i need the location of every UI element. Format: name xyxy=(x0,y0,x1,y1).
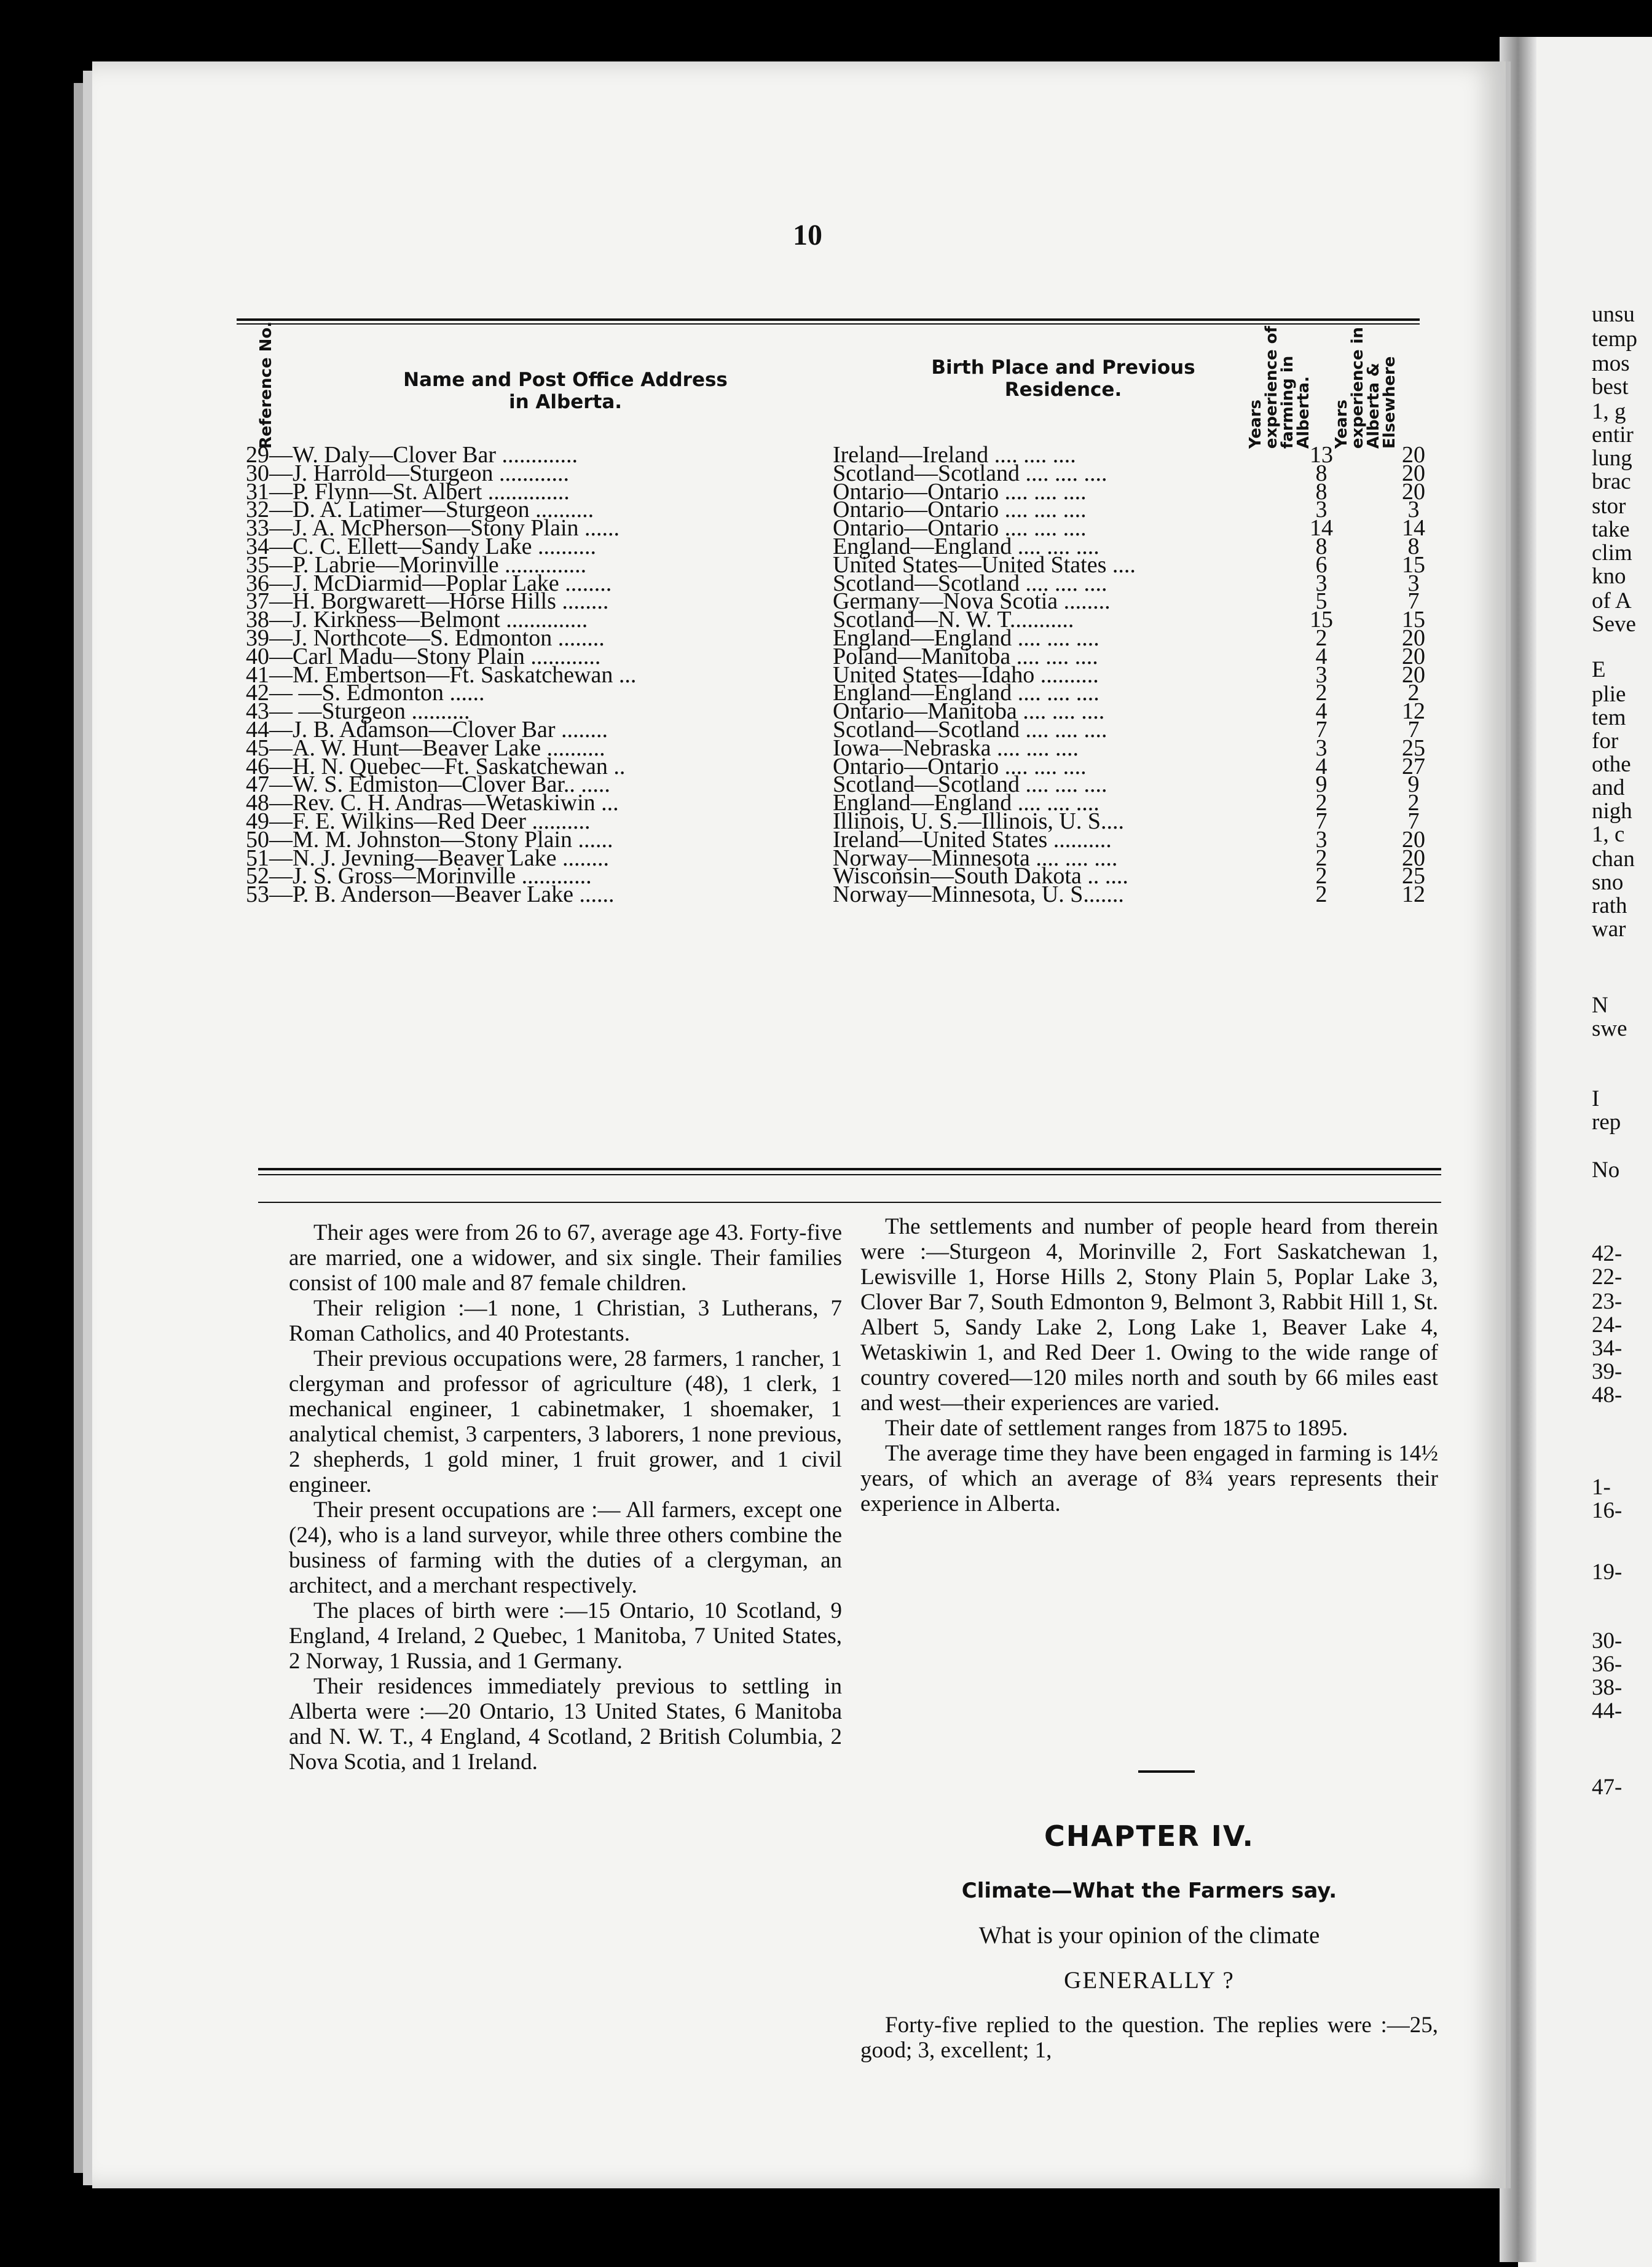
row-years-alberta: 2 xyxy=(1315,845,1328,871)
row-birth: England—England .... .... .... xyxy=(833,790,1099,816)
row-birth: Scotland—Scotland .... .... .... xyxy=(833,771,1107,798)
chapter-subtitle: Climate—What the Farmers say. xyxy=(961,1879,1337,1903)
row-birth: England—England .... .... .... xyxy=(833,680,1099,706)
next-page-fragment: 42- xyxy=(1592,1241,1622,1266)
section-divider xyxy=(1138,1770,1195,1773)
row-name: 53—P. B. Anderson—Beaver Lake ...... xyxy=(246,881,615,908)
row-years-elsewhere: 2 xyxy=(1407,680,1420,706)
row-name: 51—N. J. Jevning—Beaver Lake ........ xyxy=(246,845,609,871)
paragraph: Their previous occupations were, 28 farmers, 1 rancher, 1 clergyman and professor of agriculture (48), 1 clerk, 1 mechanical engineer, 1 cabinetmaker, 1 shoemaker, 1 analytical chemist, 3 carpenters, 3 laborers, 1 none previous, 2 shepherds, 1 gold miner, 1 fruit grower, and 1 civil engineer. xyxy=(289,1346,842,1497)
row-years-elsewhere: 25 xyxy=(1402,735,1425,761)
next-page-fragment: 36- xyxy=(1592,1652,1622,1677)
next-page-fragment: plie xyxy=(1592,682,1626,707)
row-years-alberta: 7 xyxy=(1315,716,1328,743)
row-years-alberta: 13 xyxy=(1310,442,1333,468)
row-years-elsewhere: 20 xyxy=(1402,478,1425,505)
row-birth: Iowa—Nebraska .... .... .... xyxy=(833,735,1079,761)
row-birth: Ontario—Ontario .... .... .... xyxy=(833,497,1087,523)
row-name: 38—J. Kirkness—Belmont .............. xyxy=(246,607,588,633)
row-birth: Norway—Minnesota .... .... .... xyxy=(833,845,1118,871)
row-birth: Wisconsin—South Dakota .. .... xyxy=(833,863,1128,889)
row-name: 31—P. Flynn—St. Albert .............. xyxy=(246,478,570,505)
row-name: 47—W. S. Edmiston—Clover Bar.. ..... xyxy=(246,771,610,798)
row-years-elsewhere: 20 xyxy=(1402,661,1425,688)
row-name: 41—M. Embertson—Ft. Saskatchewan ... xyxy=(246,661,637,688)
row-birth: Ontario—Ontario .... .... .... xyxy=(833,515,1087,542)
row-years-alberta: 3 xyxy=(1315,661,1328,688)
row-years-elsewhere: 3 xyxy=(1407,570,1420,596)
row-name: 43— —Sturgeon .......... xyxy=(246,698,470,725)
row-years-alberta: 4 xyxy=(1315,643,1328,669)
row-years-alberta: 15 xyxy=(1310,607,1333,633)
row-name: 46—H. N. Quebec—Ft. Saskatchewan .. xyxy=(246,753,626,779)
next-page-fragment: of A xyxy=(1592,588,1632,613)
row-years-alberta: 3 xyxy=(1315,735,1328,761)
row-years-alberta: 8 xyxy=(1315,460,1328,486)
header-reference: Reference No. xyxy=(257,321,275,449)
next-page-fragment: 16- xyxy=(1592,1498,1622,1523)
row-years-elsewhere: 20 xyxy=(1402,643,1425,669)
paragraph: Their present occupations are :— All farmers, except one (24), who is a land surveyor, while three others combine the business of farming with the duties of a clergyman, an architect, and a merchant respectively. xyxy=(289,1497,842,1598)
next-page-fragment: and xyxy=(1592,775,1625,800)
row-birth: Scotland—N. W. T........... xyxy=(833,607,1074,633)
row-years-elsewhere: 2 xyxy=(1407,790,1420,816)
row-name: 45—A. W. Hunt—Beaver Lake .......... xyxy=(246,735,605,761)
next-page-fragment: Seve xyxy=(1592,612,1636,637)
next-page-fragment: lung xyxy=(1592,446,1632,471)
question-text: What is your opinion of the climate xyxy=(978,1922,1320,1949)
next-page-fragment: war xyxy=(1592,917,1626,942)
question-emphasis: GENERALLY ? xyxy=(1064,1967,1235,1993)
row-birth: Scotland—Scotland .... .... .... xyxy=(833,460,1107,486)
next-page-fragment: best xyxy=(1592,374,1629,400)
answer-text: Forty-five replied to the question. The replies were :—25, good; 3, excellent; 1, xyxy=(860,2013,1438,2063)
next-page-fragment: 47- xyxy=(1592,1775,1622,1800)
next-page-fragment: clim xyxy=(1592,540,1632,566)
next-page-fragment: rep xyxy=(1592,1110,1621,1135)
row-years-elsewhere: 20 xyxy=(1402,460,1425,486)
paragraph: The places of birth were :—15 Ontario, 10 Scotland, 9 England, 4 Ireland, 2 Quebec, 1 Manitoba, 7 United States, 2 Norway, 1 Russia, and 1 Germany. xyxy=(289,1598,842,1674)
row-name: 36—J. McDiarmid—Poplar Lake ........ xyxy=(246,570,612,596)
header-birth: Birth Place and Previous Residence. xyxy=(931,357,1195,401)
next-page-fragment: tem xyxy=(1592,705,1626,730)
row-birth: United States—Idaho .......... xyxy=(833,661,1099,688)
left-column xyxy=(289,1220,842,1775)
paragraph: The average time they have been engaged in farming is 14½ years, of which an average of 8¾ years represents their experience in Alberta. xyxy=(860,1441,1438,1516)
row-years-elsewhere: 15 xyxy=(1402,551,1425,578)
next-page-fragment: 44- xyxy=(1592,1698,1622,1724)
next-page-fragment: 1, g xyxy=(1592,399,1626,424)
row-birth: England—England .... .... .... xyxy=(833,533,1099,559)
row-birth: England—England .... .... .... xyxy=(833,625,1099,651)
next-page-fragment: stor xyxy=(1592,494,1626,519)
row-years-elsewhere: 20 xyxy=(1402,845,1425,871)
next-page-fragment: 22- xyxy=(1592,1264,1622,1290)
table-top-rule-2 xyxy=(237,323,1420,325)
row-birth: Ontario—Ontario .... .... .... xyxy=(833,753,1087,779)
next-page-fragment: 38- xyxy=(1592,1675,1622,1700)
row-years-elsewhere: 7 xyxy=(1407,716,1420,743)
next-page-fragment: temp xyxy=(1592,326,1637,352)
next-page-fragment: E xyxy=(1592,657,1606,682)
row-name: 40—Carl Madu—Stony Plain ............ xyxy=(246,643,601,669)
row-name: 52—J. S. Gross—Morinville ............ xyxy=(246,863,592,889)
row-years-alberta: 4 xyxy=(1315,753,1328,779)
row-birth: Ontario—Manitoba .... .... .... xyxy=(833,698,1105,725)
row-years-alberta: 4 xyxy=(1315,698,1328,725)
next-page-fragment: N xyxy=(1592,993,1608,1018)
row-years-alberta: 6 xyxy=(1315,551,1328,578)
row-years-elsewhere: 9 xyxy=(1407,771,1420,798)
row-years-alberta: 14 xyxy=(1310,515,1333,542)
row-years-elsewhere: 14 xyxy=(1402,515,1425,542)
next-page-fragment: I xyxy=(1592,1086,1600,1111)
page-stack-edge xyxy=(74,83,84,2173)
row-years-elsewhere: 20 xyxy=(1402,442,1425,468)
row-name: 42— —S. Edmonton ...... xyxy=(246,680,485,706)
row-name: 44—J. B. Adamson—Clover Bar ........ xyxy=(246,716,608,743)
page-number: 10 xyxy=(793,219,822,251)
next-page-fragment: 39- xyxy=(1592,1359,1622,1384)
next-page-fragment: for xyxy=(1592,728,1619,754)
next-page-fragment: brac xyxy=(1592,469,1631,494)
row-years-elsewhere: 7 xyxy=(1407,808,1420,834)
row-birth: Norway—Minnesota, U. S....... xyxy=(833,881,1124,908)
row-birth: Poland—Manitoba .... .... .... xyxy=(833,643,1098,669)
next-page-fragment: 19- xyxy=(1592,1559,1622,1585)
next-page-fragment: nigh xyxy=(1592,798,1632,824)
row-name: 48—Rev. C. H. Andras—Wetaskiwin ... xyxy=(246,790,619,816)
row-years-alberta: 2 xyxy=(1315,790,1328,816)
next-page-fragment: othe xyxy=(1592,752,1631,777)
row-years-alberta: 9 xyxy=(1315,771,1328,798)
chapter-title: CHAPTER IV. xyxy=(1044,1820,1255,1853)
next-page-fragment: 24- xyxy=(1592,1312,1622,1338)
row-years-alberta: 2 xyxy=(1315,680,1328,706)
next-page-fragment: 30- xyxy=(1592,1628,1622,1654)
row-years-elsewhere: 7 xyxy=(1407,588,1420,615)
row-years-elsewhere: 20 xyxy=(1402,625,1425,651)
next-page-fragment: take xyxy=(1592,517,1630,542)
next-page-fragment: mos xyxy=(1592,351,1630,376)
row-years-elsewhere: 8 xyxy=(1407,533,1420,559)
row-birth: Scotland—Scotland .... .... .... xyxy=(833,716,1107,743)
next-page-fragment: No xyxy=(1592,1157,1620,1183)
row-name: 33—J. A. McPherson—Stony Plain ...... xyxy=(246,515,620,542)
next-page-fragment: unsu xyxy=(1592,302,1635,327)
row-years-alberta: 8 xyxy=(1315,533,1328,559)
next-page-fragment: 1, c xyxy=(1592,822,1625,847)
row-name: 50—M. M. Johnston—Stony Plain ...... xyxy=(246,826,613,853)
row-name: 35—P. Labrie—Morinville .............. xyxy=(246,551,587,578)
row-birth: Ireland—United States .......... xyxy=(833,826,1112,853)
next-page-fragment: entir xyxy=(1592,422,1634,447)
next-page-fragment: 1- xyxy=(1592,1475,1611,1500)
row-years-elsewhere: 27 xyxy=(1402,753,1425,779)
row-birth: Germany—Nova Scotia ........ xyxy=(833,588,1111,615)
paragraph: Their ages were from 26 to 67, average age 43. Forty-five are married, one a widower, and six single. Their families consist of 100 male and 87 female children. xyxy=(289,1220,842,1296)
row-birth: Ontario—Ontario .... .... .... xyxy=(833,478,1087,505)
row-years-alberta: 7 xyxy=(1315,808,1328,834)
row-name: 29—W. Daly—Clover Bar ............. xyxy=(246,442,578,468)
row-years-alberta: 2 xyxy=(1315,625,1328,651)
row-years-elsewhere: 25 xyxy=(1402,863,1425,889)
next-page-fragment: 23- xyxy=(1592,1289,1622,1314)
row-name: 30—J. Harrold—Sturgeon ............ xyxy=(246,460,569,486)
next-page-fragment: swe xyxy=(1592,1016,1627,1041)
next-page-fragment: kno xyxy=(1592,564,1626,589)
row-name: 34—C. C. Ellett—Sandy Lake .......... xyxy=(246,533,596,559)
table-row xyxy=(246,881,1432,908)
row-years-elsewhere: 12 xyxy=(1402,698,1425,725)
row-years-alberta: 2 xyxy=(1315,863,1328,889)
next-page-fragment: 48- xyxy=(1592,1382,1622,1408)
header-years-elsewhere: Years experience in Alberta & Elsewhere xyxy=(1332,326,1399,449)
table-bottom-rule xyxy=(258,1168,1441,1170)
column-divider-rule xyxy=(258,1202,1441,1203)
header-name: Name and Post Office Address in Alberta. xyxy=(403,369,728,413)
table-bottom-rule-2 xyxy=(258,1174,1441,1175)
header-years-alberta: Years experience of farming in Alberta. xyxy=(1246,326,1313,449)
next-page xyxy=(1518,37,1652,2267)
next-page-fragment: chan xyxy=(1592,846,1635,872)
paragraph: The settlements and number of people heard from therein were :—Sturgeon 4, Morinville 2, Fort Saskatchewan 1, Lewisville 1, Horse Hills 2, Stony Plain 5, Poplar Lake 3, Clover Bar 7, South Edmonton 9, Belmont 3, Rabbit Hill 1, St. Albert 5, Sandy Lake 2, Long Lake 1, Beaver Lake 4, Wetaskiwin 1, and Red Deer 1. Owing to the wide range of country covered—120 miles north and south by 66 miles east and west—their experiences are varied. xyxy=(860,1214,1438,1416)
farmer-table xyxy=(246,442,1432,908)
row-years-elsewhere: 15 xyxy=(1402,607,1425,633)
row-years-alberta: 2 xyxy=(1315,881,1328,908)
table-top-rule xyxy=(237,318,1420,321)
next-page-fragment: 34- xyxy=(1592,1336,1622,1361)
next-page-fragment: rath xyxy=(1592,893,1627,918)
row-birth: Ireland—Ireland .... .... .... xyxy=(833,442,1076,468)
row-name: 32—D. A. Latimer—Sturgeon .......... xyxy=(246,497,594,523)
row-name: 49—F. E. Wilkins—Red Deer .......... xyxy=(246,808,591,834)
row-years-alberta: 8 xyxy=(1315,478,1328,505)
paragraph: Their religion :—1 none, 1 Christian, 3 Lutherans, 7 Roman Catholics, and 40 Protestants. xyxy=(289,1296,842,1346)
right-column xyxy=(860,1214,1438,1516)
row-birth: Scotland—Scotland .... .... .... xyxy=(833,570,1107,596)
row-name: 39—J. Northcote—S. Edmonton ........ xyxy=(246,625,605,651)
row-birth: Illinois, U. S.—Illinois, U. S.... xyxy=(833,808,1124,834)
row-years-elsewhere: 20 xyxy=(1402,826,1425,853)
row-birth: United States—United States .... xyxy=(833,551,1136,578)
row-years-alberta: 3 xyxy=(1315,570,1328,596)
row-years-elsewhere: 3 xyxy=(1407,497,1420,523)
paragraph: Their residences immediately previous to settling in Alberta were :—20 Ontario, 13 United States, 6 Manitoba and N. W. T., 4 England, 4 Scotland, 2 British Columbia, 2 Nova Scotia, and 1 Ireland. xyxy=(289,1674,842,1775)
paragraph: Their date of settlement ranges from 1875 to 1895. xyxy=(885,1416,1348,1441)
next-page-fragment: sno xyxy=(1592,870,1624,895)
row-years-elsewhere: 12 xyxy=(1402,881,1425,908)
chapter-heading xyxy=(860,1820,1438,2063)
row-years-alberta: 5 xyxy=(1315,588,1328,615)
row-name: 37—H. Borgwarett—Horse Hills ........ xyxy=(246,588,609,615)
row-years-alberta: 3 xyxy=(1315,497,1328,523)
row-years-alberta: 3 xyxy=(1315,826,1328,853)
